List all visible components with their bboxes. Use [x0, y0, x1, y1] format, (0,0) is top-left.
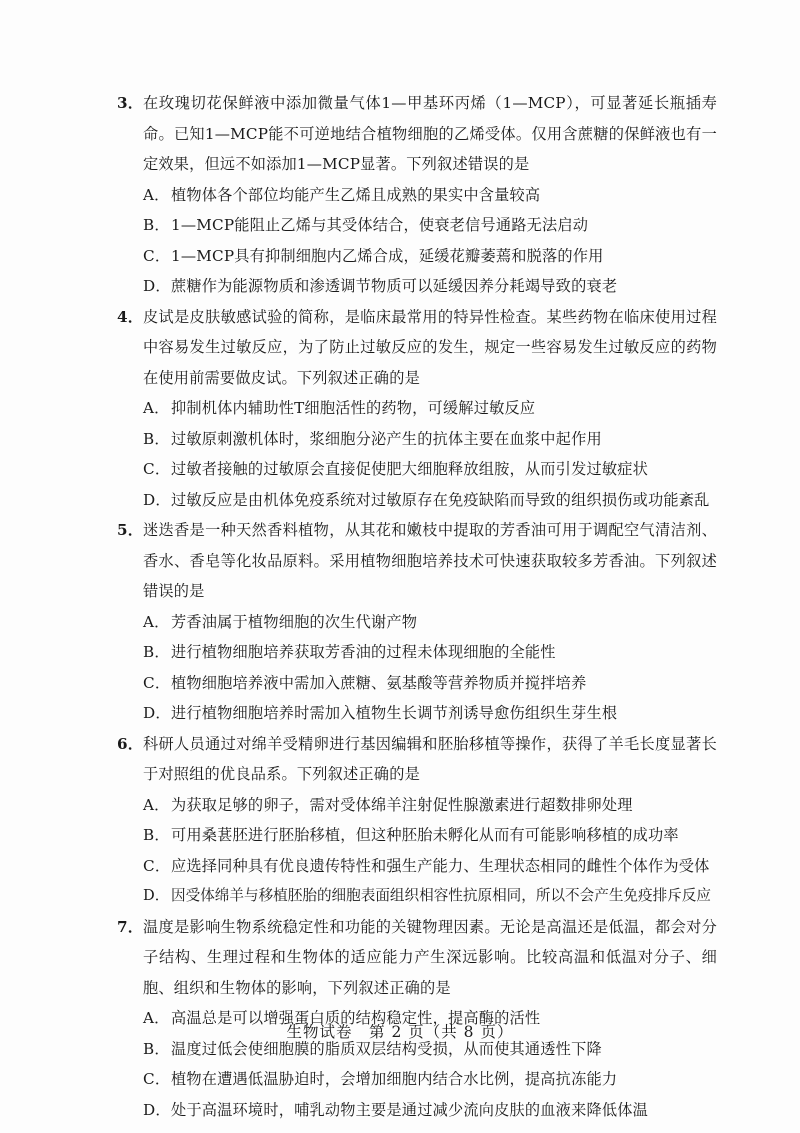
option-text: 高温总是可以增强蛋白质的结构稳定性，提高酶的活性 — [171, 1009, 541, 1027]
option-letter: D． — [143, 1100, 171, 1119]
question-7 — [117, 912, 717, 1126]
option-c — [117, 454, 717, 485]
option-text: 过敏原刺激机体时，浆细胞分泌产生的抗体主要在血浆中起作用 — [171, 429, 602, 448]
option-letter: C． — [143, 856, 171, 875]
option-c — [117, 1064, 717, 1095]
question-text: 在玫瑰切花保鲜液中添加微量气体1—甲基环丙烯（1—MCP），可显著延长瓶插寿命。已知1—MCP能不可逆地结合植物细胞的乙烯受体。仅用含蔗糖的保鲜液也有一定效果，但远不如添加1—MCP显著。下列叙述错误的是 — [143, 94, 717, 173]
question-stem — [117, 88, 717, 180]
option-d — [117, 1095, 717, 1126]
question-text: 温度是影响生物系统稳定性和功能的关键物理因素。无论是高温还是低温，都会对分子结构、生理过程和生物体的适应能力产生深远影响。比较高温和低温对分子、细胞、组织和生物体的影响，下列叙述正确的是 — [143, 917, 717, 997]
option-letter: D． — [143, 277, 171, 295]
option-b — [117, 210, 717, 241]
option-text: 可用桑葚胚进行胚胎移植，但这种胚胎未孵化从而有可能影响移植的成功率 — [171, 826, 679, 844]
option-a — [117, 790, 717, 821]
option-text: 植物在遭遇低温胁迫时，会增加细胞内结合水比例，提高抗冻能力 — [171, 1070, 618, 1088]
option-a — [117, 180, 717, 211]
option-b — [117, 637, 717, 668]
question-stem — [117, 729, 717, 790]
question-number: 6． — [117, 734, 144, 753]
option-text: 芳香油属于植物细胞的次生代谢产物 — [171, 612, 418, 631]
option-text: 应选择同种具有优良遗传特性和强生产能力、生理状态相同的雌性个体作为受体 — [171, 856, 710, 875]
question-6 — [117, 729, 717, 912]
option-letter: B． — [143, 643, 170, 661]
question-text: 皮试是皮肤敏感试验的简称，是临床最常用的特异性检查。某些药物在临床使用过程中容易发生过敏反应，为了防止过敏反应的发生，规定一些容易发生过敏反应的药物在使用前需要做皮试。下列叙述正确的是 — [143, 307, 717, 387]
option-text: 过敏者接触的过敏原会直接促使肥大细胞释放组胺，从而引发过敏症状 — [171, 460, 649, 478]
option-text: 过敏反应是由机体免疫系统对过敏原存在免疫缺陷而导致的组织损伤或功能紊乱 — [171, 490, 710, 509]
option-letter: B． — [143, 429, 170, 448]
option-letter: D． — [143, 704, 171, 722]
option-letter: B． — [143, 1039, 170, 1058]
option-letter: D． — [143, 887, 170, 904]
question-number: 4． — [117, 307, 144, 326]
option-c — [117, 668, 717, 699]
question-number: 7． — [117, 917, 144, 936]
question-number: 3． — [117, 94, 144, 112]
option-b — [117, 424, 717, 455]
option-text: 1—MCP具有抑制细胞内乙烯合成，延缓花瓣萎蔫和脱落的作用 — [171, 246, 604, 265]
option-letter: A． — [143, 795, 170, 814]
option-d — [117, 698, 717, 729]
option-text: 处于高温环境时，哺乳动物主要是通过减少流向皮肤的血液来降低体温 — [171, 1100, 649, 1119]
option-letter: C． — [143, 673, 171, 692]
option-a — [117, 393, 717, 424]
question-stem — [117, 515, 717, 607]
question-text: 迷迭香是一种天然香料植物，从其花和嫩枝中提取的芳香油可用于调配空气清洁剂、香水、香皂等化妆品原料。采用植物细胞培养技术可快速获取较多芳香油。下列叙述错误的是 — [143, 521, 717, 600]
option-c — [117, 851, 717, 882]
option-text: 1—MCP能阻止乙烯与其受体结合，使衰老信号通路无法启动 — [171, 216, 589, 234]
option-text: 为获取足够的卵子，需对受体绵羊注射促性腺激素进行超数排卵处理 — [171, 795, 633, 814]
question-5 — [117, 515, 717, 729]
page-footer: 生物试卷 第 2 页（共 8 页） — [286, 1023, 514, 1041]
option-d — [117, 271, 717, 302]
option-letter: C． — [143, 246, 171, 265]
option-letter: B． — [143, 826, 170, 844]
option-letter: A． — [143, 1009, 170, 1027]
option-letter: C． — [143, 460, 171, 478]
option-text: 植物细胞培养液中需加入蔗糖、氨基酸等营养物质并搅拌培养 — [171, 673, 587, 692]
option-text: 植物体各个部位均能产生乙烯且成熟的果实中含量较高 — [171, 185, 541, 204]
question-stem — [117, 302, 717, 394]
question-4 — [117, 302, 717, 516]
option-letter: A． — [143, 612, 170, 631]
option-text: 蔗糖作为能源物质和渗透调节物质可以延缓因养分耗竭导致的衰老 — [171, 277, 618, 295]
option-b — [117, 820, 717, 851]
option-c — [117, 241, 717, 272]
question-3 — [117, 88, 717, 302]
option-text: 抑制机体内辅助性T细胞活性的药物，可缓解过敏反应 — [171, 399, 536, 417]
option-text: 进行植物细胞培养获取芳香油的过程未体现细胞的全能性 — [171, 643, 556, 661]
option-a — [117, 607, 717, 638]
option-letter: A． — [143, 185, 170, 204]
option-letter: C． — [143, 1070, 171, 1088]
option-d — [117, 881, 717, 912]
option-letter: D． — [143, 490, 171, 509]
option-letter: B． — [143, 216, 170, 234]
option-text: 进行植物细胞培养时需加入植物生长调节剂诱导愈伤组织生芽生根 — [171, 704, 618, 722]
option-d — [117, 485, 717, 516]
option-text: 温度过低会使细胞膜的脂质双层结构受损，从而使其通透性下降 — [171, 1039, 602, 1058]
questions-container — [117, 88, 717, 1125]
option-letter: A． — [143, 399, 170, 417]
question-stem — [117, 912, 717, 1004]
question-text: 科研人员通过对绵羊受精卵进行基因编辑和胚胎移植等操作，获得了羊毛长度显著长于对照组的优良品系。下列叙述正确的是 — [143, 734, 717, 783]
option-text: 因受体绵羊与移植胚胎的细胞表面组织相容性抗原相同，所以不会产生免疫排斥反应 — [171, 887, 711, 904]
question-number: 5． — [117, 521, 144, 539]
